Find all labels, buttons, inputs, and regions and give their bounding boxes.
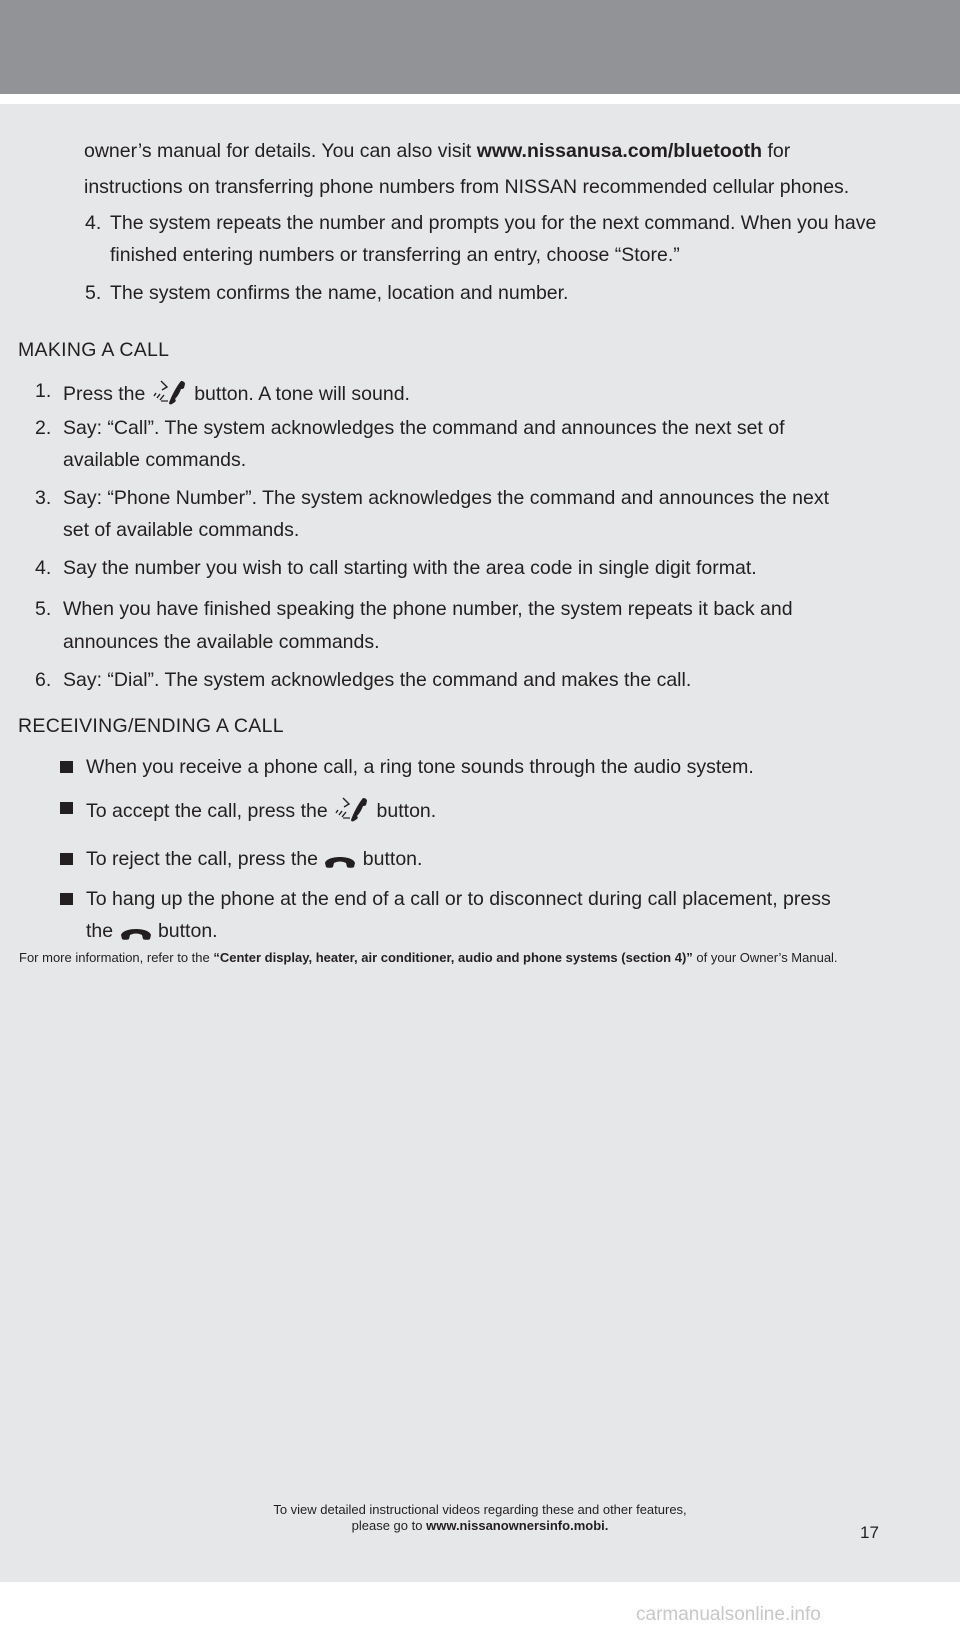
call-step-text: set of available commands.: [63, 519, 300, 541]
section-heading-making-call: MAKING A CALL: [18, 339, 170, 361]
call-step-text: Say: “Dial”. The system acknowledges the command and makes the call.: [63, 669, 692, 691]
reference-note: [19, 950, 899, 965]
hang-up-phone-icon: [323, 852, 357, 876]
hang-up-phone-icon: [119, 924, 153, 948]
receiving-bullet-text-part: To accept the call, press the: [86, 800, 334, 822]
receiving-bullet-text: When you receive a phone call, a ring tone sounds through the audio system.: [86, 756, 754, 778]
receiving-bullet-text-part: the: [86, 920, 119, 942]
call-step-text-part: button. A tone will sound.: [188, 383, 410, 405]
intro-line-1: [84, 139, 790, 163]
call-step-text: available commands.: [63, 449, 247, 471]
call-step-number: 4.: [35, 557, 52, 579]
call-step-text: Say the number you wish to call starting with the area code in single digit format.: [63, 557, 757, 579]
bullet-square: [60, 853, 73, 865]
bullet-square: [60, 802, 73, 814]
footer-line-1: To view detailed instructional videos regarding these and other features,: [273, 1502, 687, 1517]
note-text: For more information, refer to the: [19, 950, 214, 965]
call-step-text: Say: “Phone Number”. The system acknowledges the command and announces the next: [63, 487, 829, 509]
note-text: of your Owner’s Manual.: [692, 950, 838, 965]
store-step-number: 4.: [85, 212, 102, 234]
store-step-text: The system confirms the name, location and number.: [110, 282, 569, 304]
footer-line-2: [0, 1518, 960, 1534]
note-section-reference: “Center display, heater, air conditioner, audio and phone systems (section 4)”: [213, 950, 693, 965]
call-step-text-part: Press the: [63, 383, 151, 405]
call-step-number: 1.: [35, 380, 52, 402]
intro-text: owner’s manual for details. You can also visit: [84, 140, 477, 162]
watermark: carmanualsonline.info: [636, 1604, 821, 1625]
receiving-bullet-text: To hang up the phone at the end of a call or to disconnect during call placement, press: [86, 888, 831, 910]
call-step-number: 5.: [35, 598, 52, 620]
receiving-bullet-text-part: button.: [152, 920, 218, 942]
receiving-bullet-text: [86, 796, 436, 828]
store-step-number: 5.: [85, 282, 102, 304]
bluetooth-link[interactable]: www.nissanusa.com/bluetooth: [476, 140, 763, 162]
store-step-text: finished entering numbers or transferring an entry, choose “Store.”: [110, 244, 680, 266]
call-step-text: Say: “Call”. The system acknowledges the command and announces the next set of: [63, 417, 785, 439]
bullet-square: [60, 761, 73, 773]
page-number: 17: [860, 1523, 879, 1542]
receiving-bullet-text: [86, 919, 218, 948]
voice-phone-icon: [333, 796, 371, 828]
manual-page: [0, 104, 960, 1582]
store-step-text: The system repeats the number and prompts you for the next command. When you have: [110, 212, 877, 234]
call-step-text: When you have finished speaking the phone number, the system repeats it back and: [63, 598, 793, 620]
bullet-square: [60, 893, 73, 905]
call-step-number: 6.: [35, 669, 52, 691]
receiving-bullet-text-part: To reject the call, press the: [86, 848, 324, 870]
owners-info-link[interactable]: www.nissanownersinfo.mobi.: [426, 1518, 609, 1533]
section-heading-receiving-call: RECEIVING/ENDING A CALL: [18, 715, 284, 737]
receiving-bullet-text-part: button.: [371, 800, 437, 822]
receiving-bullet-text-part: button.: [357, 848, 423, 870]
call-step-number: 2.: [35, 417, 52, 439]
voice-phone-icon: [151, 379, 189, 411]
call-step-text: [63, 379, 410, 411]
footer-text: please go to: [351, 1518, 427, 1533]
receiving-bullet-text: [86, 847, 422, 876]
intro-text: for: [762, 140, 791, 162]
top-header-bar: [0, 0, 960, 94]
call-step-number: 3.: [35, 487, 52, 509]
call-step-text: announces the available commands.: [63, 631, 380, 653]
intro-line-2: instructions on transferring phone numbers from NISSAN recommended cellular phones.: [84, 176, 850, 198]
